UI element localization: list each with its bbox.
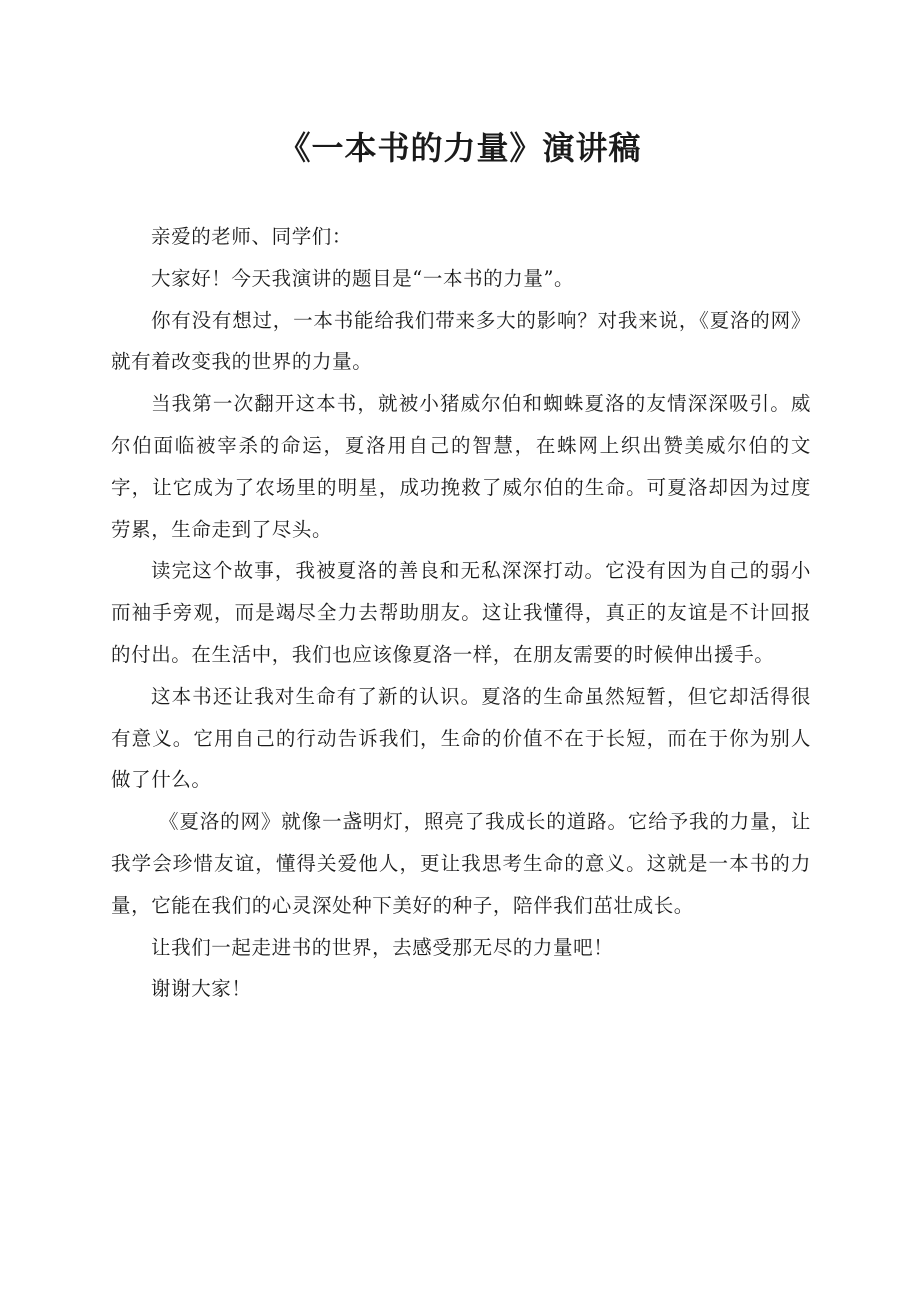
opening-paragraph: 大家好！今天我演讲的题目是“一本书的力量”。 (151, 266, 575, 290)
body-paragraph: 读完这个故事，我被夏洛的善良和无私深深打动。它没有因为自己的弱小而袖手旁观，而是竭尽全力去帮助朋友。这让我懂得，真正的友谊是不计回报的付出。在生活中，我们也应该像夏洛一样，在朋友需要的时候伸出援手。 (111, 559, 811, 666)
body-paragraph: 当我第一次翻开这本书，就被小猪威尔伯和蜘蛛夏洛的友情深深吸引。威尔伯面临被宰杀的命运，夏洛用自己的智慧，在蛛网上织出赞美威尔伯的文字，让它成为了农场里的明星，成功挽救了威尔伯的生命。可夏洛却因为过度劳累，生命走到了尽头。 (111, 392, 811, 541)
greeting-paragraph: 亲爱的老师、同学们： (151, 225, 353, 248)
document-title: 《一本书的力量》演讲稿 (278, 129, 642, 167)
closing-paragraph: 让我们一起走进书的世界，去感受那无尽的力量吧！ (151, 935, 614, 959)
body-paragraph: 这本书还让我对生命有了新的认识。夏洛的生命虽然短暂，但它却活得很有意义。它用自己的行动告诉我们，生命的价值不在于长短，而在于你为别人做了什么。 (111, 684, 811, 792)
thanks-paragraph: 谢谢大家！ (151, 977, 252, 1001)
speech-body (111, 216, 811, 1010)
body-paragraph: 你有没有想过，一本书能给我们带来多大的影响？对我来说，《夏洛的网》就有着改变我的世界的力量。 (111, 308, 811, 374)
body-paragraph: 《夏洛的网》就像一盏明灯，照亮了我成长的道路。它给予我的力量，让我学会珍惜友谊，懂得关爱他人，更让我思考生命的意义。这就是一本书的力量，它能在我们的心灵深处种下美好的种子，陪伴我们茁壮成长。 (111, 810, 811, 917)
